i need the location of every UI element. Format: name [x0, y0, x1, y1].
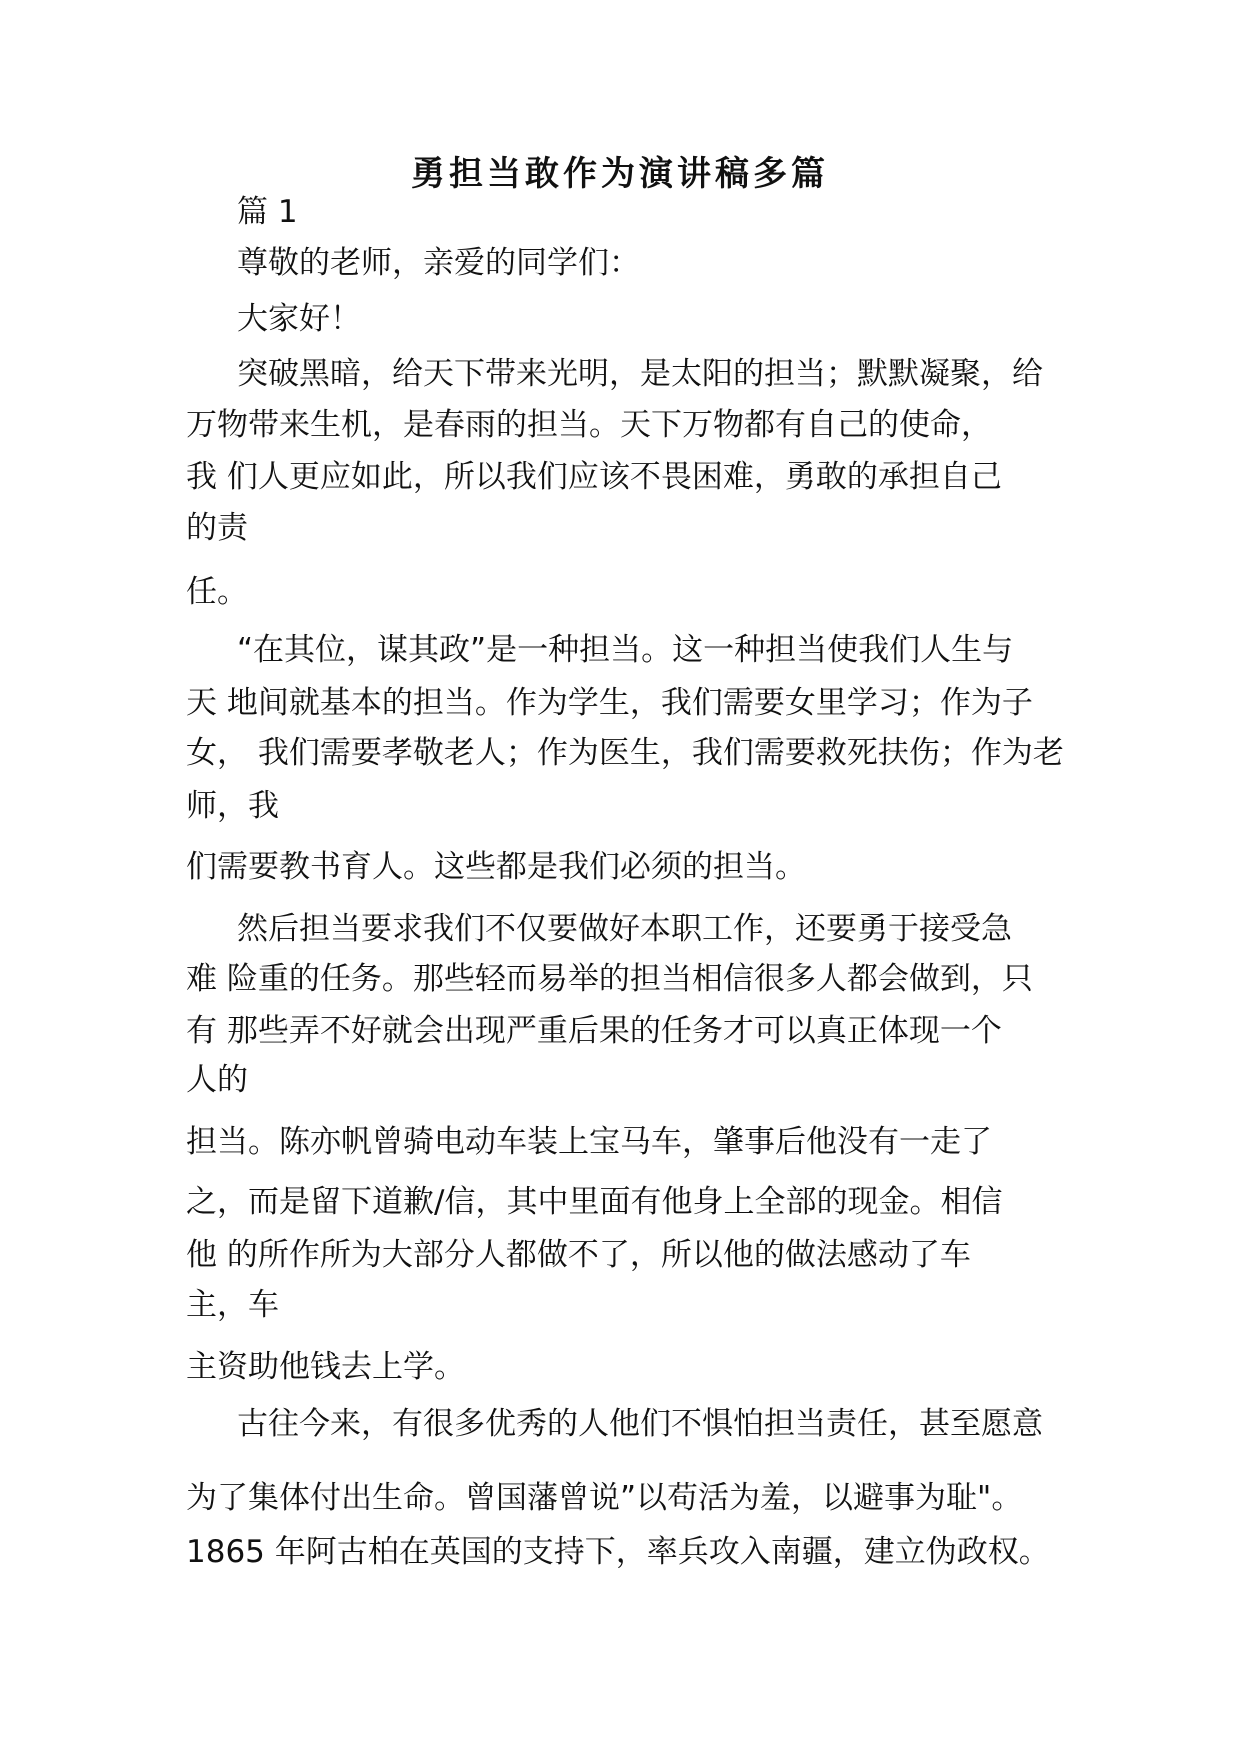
paragraph-line: 他 的所作所为大部分人都做不了，所以他的做法感动了车 — [186, 1237, 971, 1273]
paragraph-line: 的责 — [186, 510, 248, 546]
paragraph-line: 之，而是留下道歉/信，其中里面有他身上全部的现金。相信 — [186, 1184, 1003, 1220]
paragraph-line: 万物带来生机，是春雨的担当。天下万物都有自己的使命， — [186, 407, 992, 443]
paragraph-line: “在其位，谋其政”是一种担当。这一种担当使我们人生与 — [237, 632, 1014, 668]
salutation-line: 尊敬的老师，亲爱的同学们： — [237, 245, 640, 281]
paragraph-line: 我 们人更应如此，所以我们应该不畏困难，勇敢的承担自己 — [186, 459, 1002, 495]
paragraph-line: 们需要教书育人。这些都是我们必须的担当。 — [186, 849, 806, 885]
paragraph-line: 突破黑暗，给天下带来光明，是太阳的担当；默默凝聚，给 — [237, 356, 1043, 392]
paragraph-line: 古往今来，有很多优秀的人他们不惧怕担当责任，甚至愿意 — [237, 1406, 1043, 1442]
paragraph-line: 1865 年阿古柏在英国的支持下，率兵攻入南疆，建立伪政权。 — [186, 1534, 1050, 1570]
paragraph-line: 然后担当要求我们不仅要做好本职工作，还要勇于接受急 — [237, 911, 1012, 947]
document-title: 勇担当敢作为演讲稿多篇 — [411, 154, 829, 194]
paragraph-line: 女， 我们需要孝敬老人；作为医生，我们需要救死扶伤；作为老 — [186, 735, 1064, 771]
paragraph-line: 人的 — [186, 1062, 248, 1098]
greeting-line: 大家好！ — [237, 301, 361, 337]
paragraph-line: 主，车 — [186, 1287, 279, 1323]
paragraph-line: 难 险重的任务。那些轻而易举的担当相信很多人都会做到，只 — [186, 961, 1033, 997]
paragraph-line: 师，我 — [186, 788, 279, 824]
paragraph-line: 任。 — [186, 574, 248, 610]
paragraph-line: 有 那些弄不好就会出现严重后果的任务才可以真正体现一个 — [186, 1013, 1002, 1049]
paragraph-line: 担当。陈亦帆曾骑电动车装上宝马车，肇事后他没有一走了 — [186, 1124, 992, 1160]
paragraph-line: 主资助他钱去上学。 — [186, 1349, 465, 1385]
section-heading: 篇 1 — [237, 194, 298, 230]
paragraph-line: 天 地间就基本的担当。作为学生，我们需要女里学习；作为子 — [186, 685, 1033, 721]
paragraph-line: 为了集体付出生命。曾国藩曾说”以苟活为羞，以避事为耻"。 — [186, 1480, 1023, 1516]
